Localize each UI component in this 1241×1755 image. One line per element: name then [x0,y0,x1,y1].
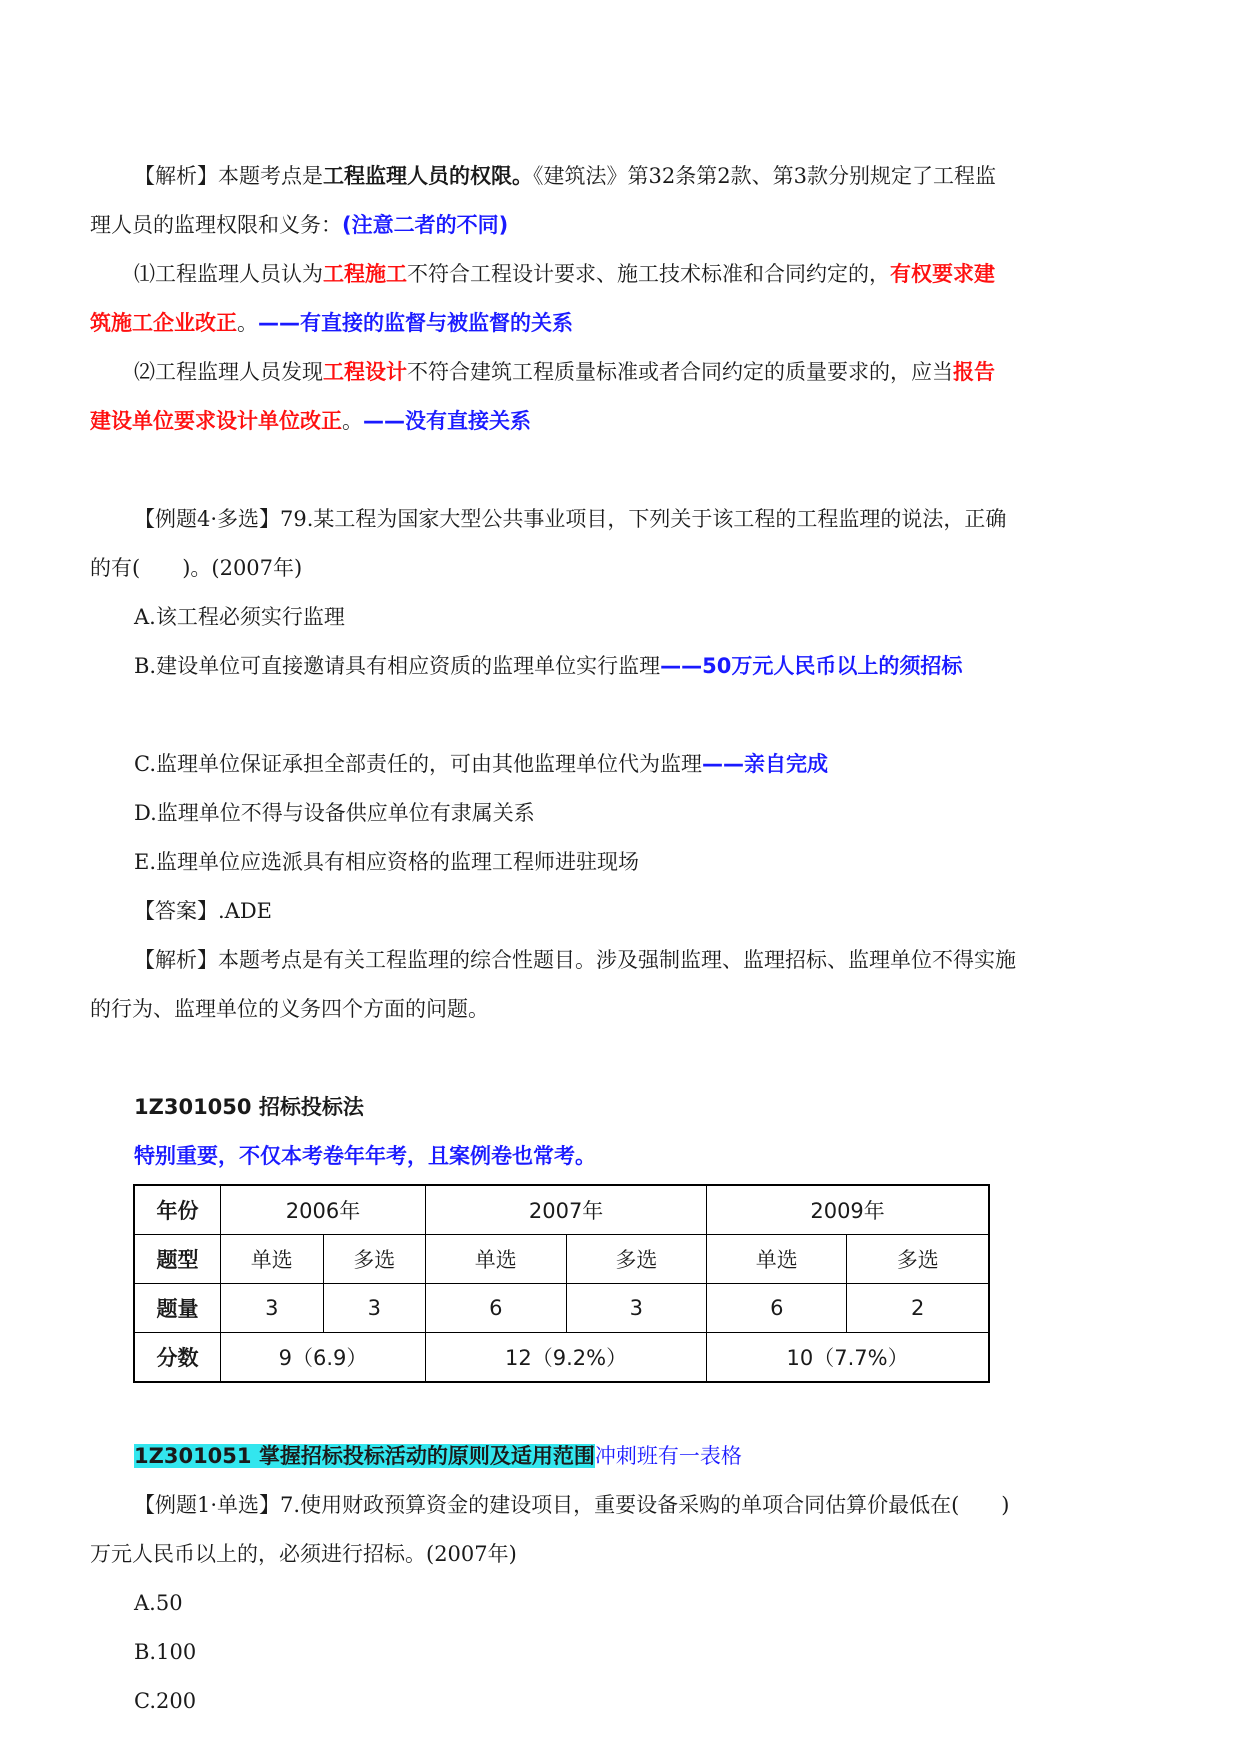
item-1-red-1: 工程施工 [323,262,407,286]
item-2-note: ——没有直接关系 [363,409,531,433]
table-row-count [134,1284,989,1333]
type-cell: 多选 [566,1235,707,1284]
item-2-red-3: 建设单位要求设计单位改正 [90,409,342,433]
exam-score-table [133,1184,990,1383]
question-4-option-e: E.监理单位应选派具有相应资格的监理工程师进驻现场 [134,850,640,874]
analysis-line-1 [134,161,996,191]
table-row-year [134,1185,989,1235]
item-1-text: ⑴工程监理人员认为 [134,262,323,286]
item-2-text-2: 不符合建筑工程质量标准或者合同约定的质量要求的，应当 [407,360,953,384]
item-2-line-2 [90,406,531,436]
analysis-law-ref: 《建筑法》第32条第2款、第3款分别规定了工程监 [533,164,996,188]
count-cell: 6 [426,1284,567,1333]
question-4-option-c [134,749,828,779]
section-note: 特别重要，不仅本考卷年年考，且案例卷也常考。 [134,1144,596,1168]
type-cell: 单选 [221,1235,324,1284]
table-row-type [134,1235,989,1284]
analysis-text: 理人员的监理权限和义务： [90,213,342,237]
question-4-stem-1: 【例题4·多选】79.某工程为国家大型公共事业项目，下列关于该工程的工程监理的说法，正确 [134,507,1007,531]
question-4-option-a: A.该工程必须实行监理 [134,605,345,629]
count-header: 题量 [134,1284,221,1333]
score-header: 分数 [134,1333,221,1383]
question-4-stem-2: 的有( )。(2007年) [90,556,303,580]
question-1-option-b: B.100 [134,1640,197,1664]
question-4-answer: 【答案】.ADE [134,899,273,923]
question-1-option-c: C.200 [134,1689,197,1713]
item-1-line-2 [90,308,573,338]
question-1-option-a: A.50 [134,1591,183,1615]
count-cell: 3 [323,1284,426,1333]
item-1-note: ——有直接的监督与被监督的关系 [258,311,573,335]
table-row-score [134,1333,989,1383]
type-cell: 多选 [847,1235,989,1284]
count-cell: 6 [707,1284,847,1333]
count-cell: 3 [221,1284,324,1333]
score-cell: 12（9.2%） [426,1333,707,1383]
subsection-title [134,1441,742,1471]
section-title: 1Z301050 招标投标法 [134,1095,364,1119]
type-header: 题型 [134,1235,221,1284]
question-1-stem-2: 万元人民币以上的，必须进行招标。(2007年) [90,1542,517,1566]
score-cell: 10（7.7%） [707,1333,989,1383]
score-cell: 9（6.9） [221,1333,426,1383]
option-c-note: ——亲自完成 [702,752,828,776]
count-cell: 3 [566,1284,707,1333]
type-cell: 单选 [426,1235,567,1284]
year-cell: 2007年 [426,1185,707,1235]
option-c-text: C.监理单位保证承担全部责任的，可由其他监理单位代为监理 [134,752,702,776]
analysis-prefix: 【解析】本题考点是 [134,164,323,188]
subsection-highlight: 1Z301051 掌握招标投标活动的原则及适用范围 [134,1444,595,1468]
item-2-red-1: 工程设计 [323,360,407,384]
analysis-note: (注意二者的不同) [342,213,509,237]
question-4-option-d: D.监理单位不得与设备供应单位有隶属关系 [134,801,535,825]
item-1-red-3: 筑施工企业改正 [90,311,237,335]
count-cell: 2 [847,1284,989,1333]
item-2-red-2: 报告 [953,360,995,384]
type-cell: 多选 [323,1235,426,1284]
item-1-red-2: 有权要求建 [890,262,995,286]
subsection-note: 冲刺班有一表格 [594,1444,742,1468]
item-1-period: 。 [237,311,258,335]
option-b-text: B.建设单位可直接邀请具有相应资质的监理单位实行监理 [134,654,661,678]
item-1-line-1 [134,259,995,289]
option-b-note: ——50万元人民币以上的须招标 [660,654,963,678]
question-4-explanation-1: 【解析】本题考点是有关工程监理的综合性题目。涉及强制监理、监理招标、监理单位不得实施 [134,948,1016,972]
item-2-period: 。 [342,409,363,433]
item-2-text: ⑵工程监理人员发现 [134,360,323,384]
item-1-text-2: 不符合工程设计要求、施工技术标准和合同约定的， [407,262,890,286]
analysis-keypoint: 工程监理人员的权限。 [323,164,533,188]
year-cell: 2009年 [707,1185,989,1235]
analysis-line-2 [90,210,508,240]
question-4-explanation-2: 的行为、监理单位的义务四个方面的问题。 [90,997,489,1021]
item-2-line-1 [134,357,995,387]
type-cell: 单选 [707,1235,847,1284]
year-cell: 2006年 [221,1185,426,1235]
year-header: 年份 [134,1185,221,1235]
question-1-stem-1: 【例题1·单选】7.使用财政预算资金的建设项目，重要设备采购的单项合同估算价最低在( ) [134,1493,1010,1517]
question-4-option-b [134,651,962,681]
